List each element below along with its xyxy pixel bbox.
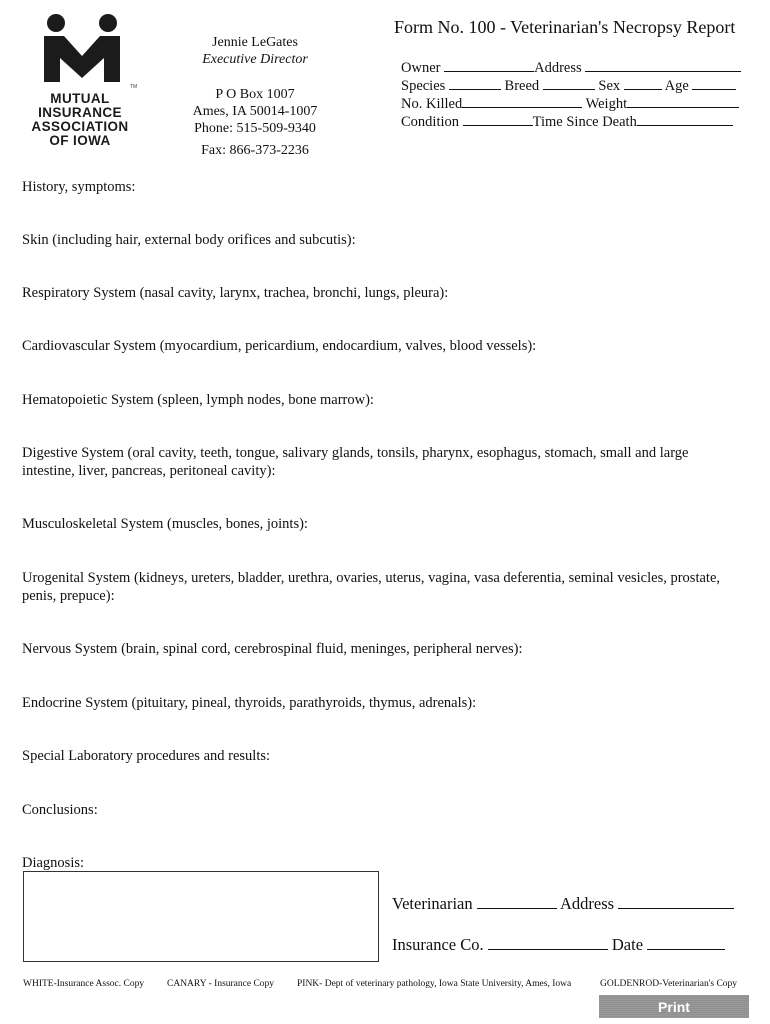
time-since-death-field[interactable] <box>637 112 733 126</box>
veterinarian-field[interactable] <box>477 893 557 909</box>
veterinarian-row <box>392 893 734 914</box>
logo-line: INSURANCE <box>38 105 122 120</box>
age-field[interactable] <box>692 76 736 90</box>
header-row-owner <box>401 58 741 77</box>
insurance-co-field[interactable] <box>488 934 608 950</box>
footer-goldenrod-copy: GOLDENROD-Veterinarian's Copy <box>600 979 738 989</box>
veterinarian-label: Veterinarian <box>392 894 473 913</box>
footer-canary-copy: CANARY - Insurance Copy <box>167 979 275 989</box>
condition-label: Condition <box>401 114 460 130</box>
no-killed-label: No. Killed <box>401 96 463 112</box>
section-nervous: Nervous System (brain, spinal cord, cerebrospinal fluid, meninges, peripheral nerves): <box>22 641 523 657</box>
section-diagnosis: Diagnosis: <box>22 855 85 871</box>
contact-po-box: P O Box 1007 <box>215 87 295 102</box>
date-label: Date <box>611 935 644 954</box>
header-row-species <box>401 76 736 95</box>
logo-line: ASSOCIATION <box>31 119 129 134</box>
section-digestive: Digestive System (oral cavity, teeth, tongue, salivary glands, tonsils, pharynx, esophagus, stomach, small and large intestine, liver, pancreas, peritoneal cavity): <box>22 445 689 479</box>
age-label: Age <box>664 78 689 94</box>
date-field[interactable] <box>647 934 725 950</box>
section-conclusions: Conclusions: <box>22 802 98 818</box>
trademark-mark: TM <box>130 84 138 90</box>
contact-phone: Phone: 515-509-9340 <box>194 121 316 136</box>
form-title: Form No. 100 - Veterinarian's Necropsy Report <box>394 17 736 37</box>
insurance-row <box>392 934 725 955</box>
contact-fax: Fax: 866-373-2236 <box>201 143 309 158</box>
insurance-co-label: Insurance Co. <box>392 935 484 954</box>
header-row-condition <box>401 112 733 131</box>
contact-name: Jennie LeGates <box>212 35 298 50</box>
diagnosis-input-box[interactable] <box>23 871 379 962</box>
header-row-killed <box>401 94 739 113</box>
species-field[interactable] <box>449 76 501 90</box>
vet-address-label: Address <box>559 894 615 913</box>
logo-line: MUTUAL <box>50 91 110 106</box>
footer-pink-copy: PINK- Dept of veterinary pathology, Iowa State University, Ames, Iowa <box>297 979 572 989</box>
weight-field[interactable] <box>627 94 739 108</box>
no-killed-field[interactable] <box>462 94 582 108</box>
section-respiratory: Respiratory System (nasal cavity, larynx, trachea, bronchi, lungs, pleura): <box>22 285 449 301</box>
section-musculoskeletal: Musculoskeletal System (muscles, bones, joints): <box>22 516 308 532</box>
section-urogenital: Urogenital System (kidneys, ureters, bladder, urethra, ovaries, uterus, vagina, vasa deferentia, seminal vesicles, prostate, penis, prepuce): <box>22 570 721 604</box>
section-cardiovascular: Cardiovascular System (myocardium, pericardium, endocardium, valves, blood vessels): <box>22 338 537 354</box>
section-special-lab: Special Laboratory procedures and results: <box>22 748 271 764</box>
owner-label: Owner <box>401 60 441 76</box>
address-label: Address <box>534 60 582 76</box>
weight-label: Weight <box>585 96 628 112</box>
sex-label: Sex <box>598 78 621 94</box>
time-since-death-label: Time Since Death <box>532 114 637 130</box>
contact-title: Executive Director <box>202 52 308 67</box>
address-field[interactable] <box>585 58 741 72</box>
section-history: History, symptoms: <box>22 179 136 195</box>
mutual-insurance-logo <box>18 12 148 152</box>
section-endocrine: Endocrine System (pituitary, pineal, thyroids, parathyroids, thymus, adrenals): <box>22 695 477 711</box>
section-hematopoietic: Hematopoietic System (spleen, lymph nodes, bone marrow): <box>22 392 374 408</box>
print-button[interactable]: Print <box>599 995 749 1018</box>
footer-white-copy: WHITE-Insurance Assoc. Copy <box>23 979 145 989</box>
sex-field[interactable] <box>624 76 662 90</box>
logo-line: OF IOWA <box>49 133 111 148</box>
breed-label: Breed <box>504 78 540 94</box>
logo-wordmark <box>18 92 142 148</box>
condition-field[interactable] <box>463 112 533 126</box>
breed-field[interactable] <box>543 76 595 90</box>
species-label: Species <box>401 78 446 94</box>
section-skin: Skin (including hair, external body orifices and subcutis): <box>22 232 356 248</box>
contact-block <box>180 34 330 159</box>
vet-address-field[interactable] <box>618 893 734 909</box>
owner-field[interactable] <box>444 58 534 72</box>
mutual-logo-mark-icon <box>42 12 122 84</box>
contact-city: Ames, IA 50014-1007 <box>192 104 318 119</box>
